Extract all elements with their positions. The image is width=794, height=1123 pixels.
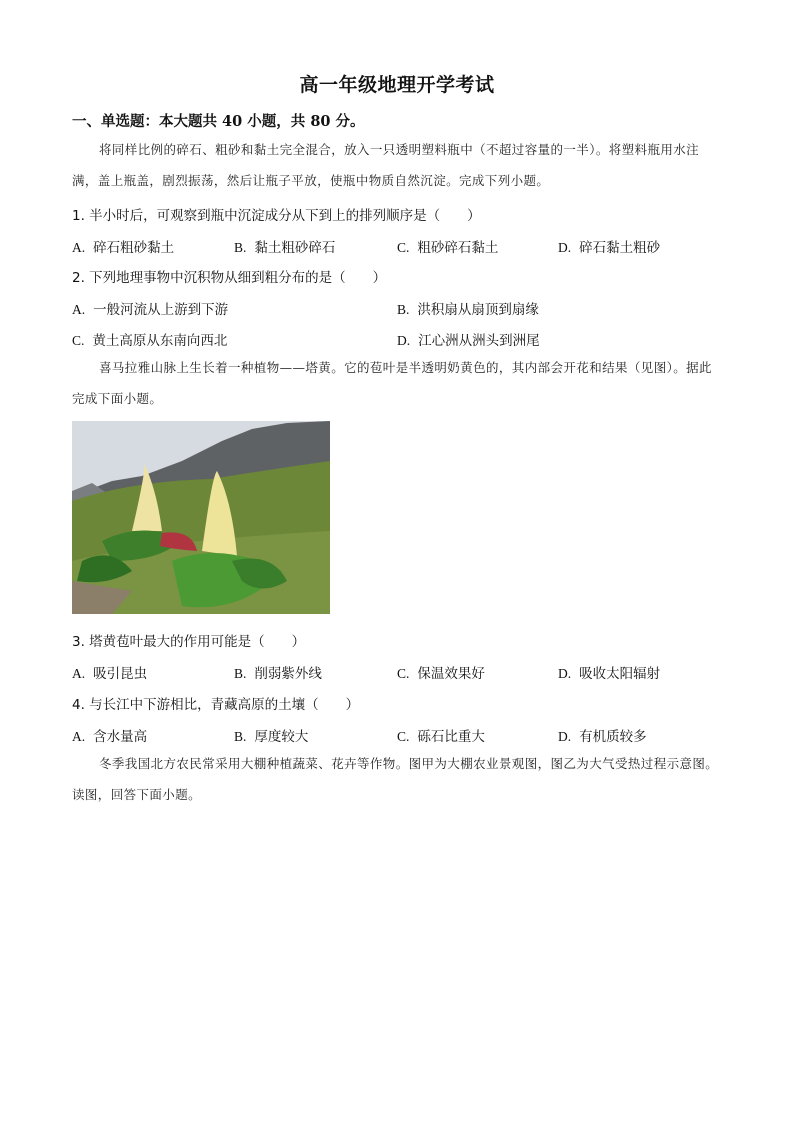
option-text: 吸收太阳辐射 [579,666,661,682]
section-heading: 一、单选题：本大题共 40 小题，共 80 分。 [72,113,365,130]
passage-3: 冬季我国北方农民常采用大棚种植蔬菜、花卉等作物。图甲为大棚农业景观图，图乙为大气受热过程示意图。读图，回答下面小题。 [72,756,719,802]
passage-2: 喜马拉雅山脉上生长着一种植物——塔黄。它的苞叶是半透明奶黄色的，其内部会开花和结果（见图）。据此完成下面小题。 [72,360,712,406]
q4-option-c[interactable] [397,725,485,745]
q1-option-a[interactable] [72,236,174,256]
q2-option-a[interactable] [72,298,228,318]
q4-option-a[interactable] [72,725,147,745]
q3-option-a[interactable] [72,662,147,682]
option-letter: D. [397,333,411,348]
option-text: 厚度较大 [254,729,309,745]
option-text: 含水量高 [93,729,148,745]
option-letter: A. [72,666,86,681]
option-letter: B. [234,666,247,681]
option-text: 砾石比重大 [417,729,485,745]
option-letter: C. [72,333,85,348]
q4-option-b[interactable] [234,725,308,745]
q3-option-b[interactable] [234,662,322,682]
rheum-nobile-photo [72,421,330,614]
q2-option-c[interactable] [72,329,227,349]
option-letter: D. [558,729,572,744]
q3-option-c[interactable] [397,662,485,682]
option-letter: D. [558,666,572,681]
option-text: 削弱紫外线 [254,666,322,682]
option-text: 保温效果好 [417,666,485,682]
option-text: 碎石黏土粗砂 [579,240,661,256]
option-text: 黏土粗砂碎石 [254,240,336,256]
option-letter: A. [72,729,86,744]
q1-option-b[interactable] [234,236,335,256]
q3-option-d[interactable] [558,662,660,682]
option-letter: C. [397,240,410,255]
option-text: 江心洲从洲头到洲尾 [418,333,540,349]
q4-option-d[interactable] [558,725,647,745]
option-text: 碎石粗砂黏土 [93,240,175,256]
q1-option-c[interactable] [397,236,498,256]
passage-1: 将同样比例的碎石、粗砂和黏土完全混合，放入一只透明塑料瓶中（不超过容量的一半）。将塑料瓶用水注满，盖上瓶盖，剧烈振荡，然后让瓶子平放，使瓶中物质自然沉淀。完成下列小题。 [72,142,700,188]
q2-option-d[interactable] [397,329,540,349]
option-text: 吸引昆虫 [93,666,148,682]
option-letter: C. [397,729,410,744]
photo-illustration [72,421,330,614]
option-text: 有机质较多 [579,729,647,745]
option-text: 粗砂碎石黏土 [417,240,499,256]
option-letter: B. [397,302,410,317]
question-1: 1. 半小时后，可观察到瓶中沉淀成分从下到上的排列顺序是（ ） [72,208,481,224]
q1-option-d[interactable] [558,236,660,256]
option-letter: C. [397,666,410,681]
question-2: 2. 下列地理事物中沉积物从细到粗分布的是（ ） [72,270,387,286]
option-text: 黄土高原从东南向西北 [92,333,228,349]
exam-title: 高一年级地理开学考试 [299,74,495,96]
option-text: 一般河流从上游到下游 [93,302,229,318]
option-letter: A. [72,302,86,317]
option-text: 洪积扇从扇顶到扇缘 [417,302,539,318]
option-letter: B. [234,729,247,744]
option-letter: A. [72,240,86,255]
question-3: 3. 塔黄苞叶最大的作用可能是（ ） [72,634,306,650]
q2-option-b[interactable] [397,298,539,318]
option-letter: B. [234,240,247,255]
option-letter: D. [558,240,572,255]
question-4: 4. 与长江中下游相比，青藏高原的土壤（ ） [72,697,360,713]
